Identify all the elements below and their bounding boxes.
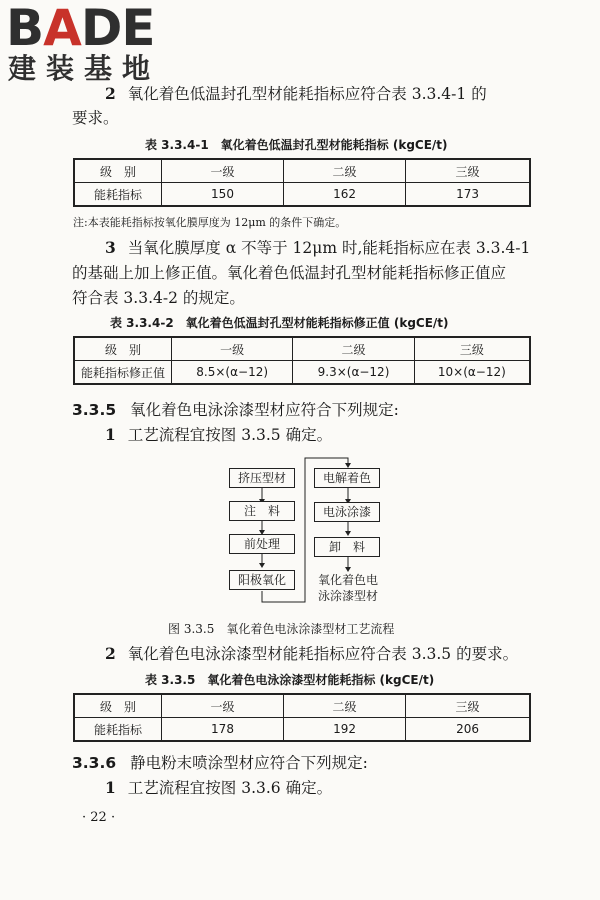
table1-header-cell: 级 别 xyxy=(74,159,162,183)
section-3-3-6 xyxy=(72,751,368,775)
table3 xyxy=(73,693,531,742)
table2-cell: 8.5×(α−12) xyxy=(172,361,293,385)
logo-subtitle: 建装基地 xyxy=(8,52,161,85)
flow-step-extrusion: 挤压型材 xyxy=(229,468,295,488)
table1-header-cell: 一级 xyxy=(162,159,284,183)
table1-cell: 173 xyxy=(406,183,530,207)
table1-header-cell: 三级 xyxy=(406,159,530,183)
flow-end-line1: 氧化着色电 xyxy=(317,573,378,587)
item1a-num: 1 xyxy=(105,425,116,444)
table3-header-cell: 三级 xyxy=(406,694,530,718)
para3-text: 氧化着色电泳涂漆型材能耗指标应符合表 3.3.5 的要求。 xyxy=(127,645,519,663)
table2-cell: 能耗指标修正值 xyxy=(74,361,172,385)
logo-brand-de: DE xyxy=(80,0,155,57)
table2-header-cell: 级 别 xyxy=(74,337,172,361)
para3-num: 2 xyxy=(105,644,116,663)
para2-text: 当氧化膜厚度 α 不等于 12μm 时,能耗指标应在表 3.3.4-1 xyxy=(127,239,531,257)
table1-header-cell: 二级 xyxy=(284,159,406,183)
table1-note: 注:本表能耗指标按氧化膜厚度为 12μm 的条件下确定。 xyxy=(73,216,347,229)
para1-num: 2 xyxy=(105,84,116,103)
table3-cell: 192 xyxy=(284,718,406,742)
figure-caption: 图 3.3.5 氧化着色电泳涂漆型材工艺流程 xyxy=(168,622,395,636)
table3-data-row xyxy=(74,718,530,742)
flow-end-product xyxy=(310,572,386,604)
table3-header-row xyxy=(74,694,530,718)
table1-caption: 表 3.3.4-1 氧化着色低温封孔型材能耗指标 (kgCE/t) xyxy=(145,138,448,152)
item1b xyxy=(105,776,332,800)
table1-cell: 能耗指标 xyxy=(74,183,162,207)
para1-text: 氧化着色低温封孔型材能耗指标应符合表 3.3.4-1 的 xyxy=(127,85,487,103)
table2-header-cell: 三级 xyxy=(414,337,530,361)
section-3-3-5-text: 氧化着色电泳涂漆型材应符合下列规定: xyxy=(130,401,399,419)
table3-header-cell: 一级 xyxy=(162,694,284,718)
para1-line2: 要求。 xyxy=(72,109,119,127)
flow-step-pretreatment: 前处理 xyxy=(229,534,295,554)
para2-num: 3 xyxy=(105,238,116,257)
table3-header-cell: 二级 xyxy=(284,694,406,718)
flow-step-electrophoretic-coating: 电泳涂漆 xyxy=(314,502,380,522)
table2-cell: 10×(α−12) xyxy=(414,361,530,385)
table3-cell: 能耗指标 xyxy=(74,718,162,742)
table2-header-cell: 二级 xyxy=(293,337,414,361)
logo-brand-a: A xyxy=(43,0,81,57)
item1a-text: 工艺流程宜按图 3.3.5 确定。 xyxy=(127,426,333,444)
section-3-3-5-num: 3.3.5 xyxy=(72,401,117,419)
section-3-3-6-num: 3.3.6 xyxy=(72,754,117,772)
table3-header-cell: 级 别 xyxy=(74,694,162,718)
flow-step-electrolytic-coloring: 电解着色 xyxy=(314,468,380,488)
table2-caption: 表 3.3.4-2 氧化着色低温封孔型材能耗指标修正值 (kgCE/t) xyxy=(110,316,449,330)
table1-cell: 150 xyxy=(162,183,284,207)
table2-cell: 9.3×(α−12) xyxy=(293,361,414,385)
para2-line2: 的基础上加上修正值。氧化着色低温封孔型材能耗指标修正值应 xyxy=(72,264,507,282)
para3 xyxy=(105,642,518,666)
table2-header-cell: 一级 xyxy=(172,337,293,361)
para2-line3: 符合表 3.3.4-2 的规定。 xyxy=(72,289,245,307)
item1b-text: 工艺流程宜按图 3.3.6 确定。 xyxy=(127,779,333,797)
flow-step-unloading: 卸 料 xyxy=(314,537,380,557)
item1b-num: 1 xyxy=(105,778,116,797)
table3-caption: 表 3.3.5 氧化着色电泳涂漆型材能耗指标 (kgCE/t) xyxy=(145,673,435,687)
page-number: · 22 · xyxy=(82,810,116,825)
logo-brand-b: B xyxy=(6,0,44,57)
section-3-3-6-text: 静电粉末喷涂型材应符合下列规定: xyxy=(130,754,368,772)
table3-cell: 178 xyxy=(162,718,284,742)
flow-step-filling: 注 料 xyxy=(229,501,295,521)
flow-step-anodizing: 阳极氧化 xyxy=(229,570,295,590)
flow-end-line2: 泳涂漆型材 xyxy=(317,589,378,603)
table1-cell: 162 xyxy=(284,183,406,207)
table3-cell: 206 xyxy=(406,718,530,742)
